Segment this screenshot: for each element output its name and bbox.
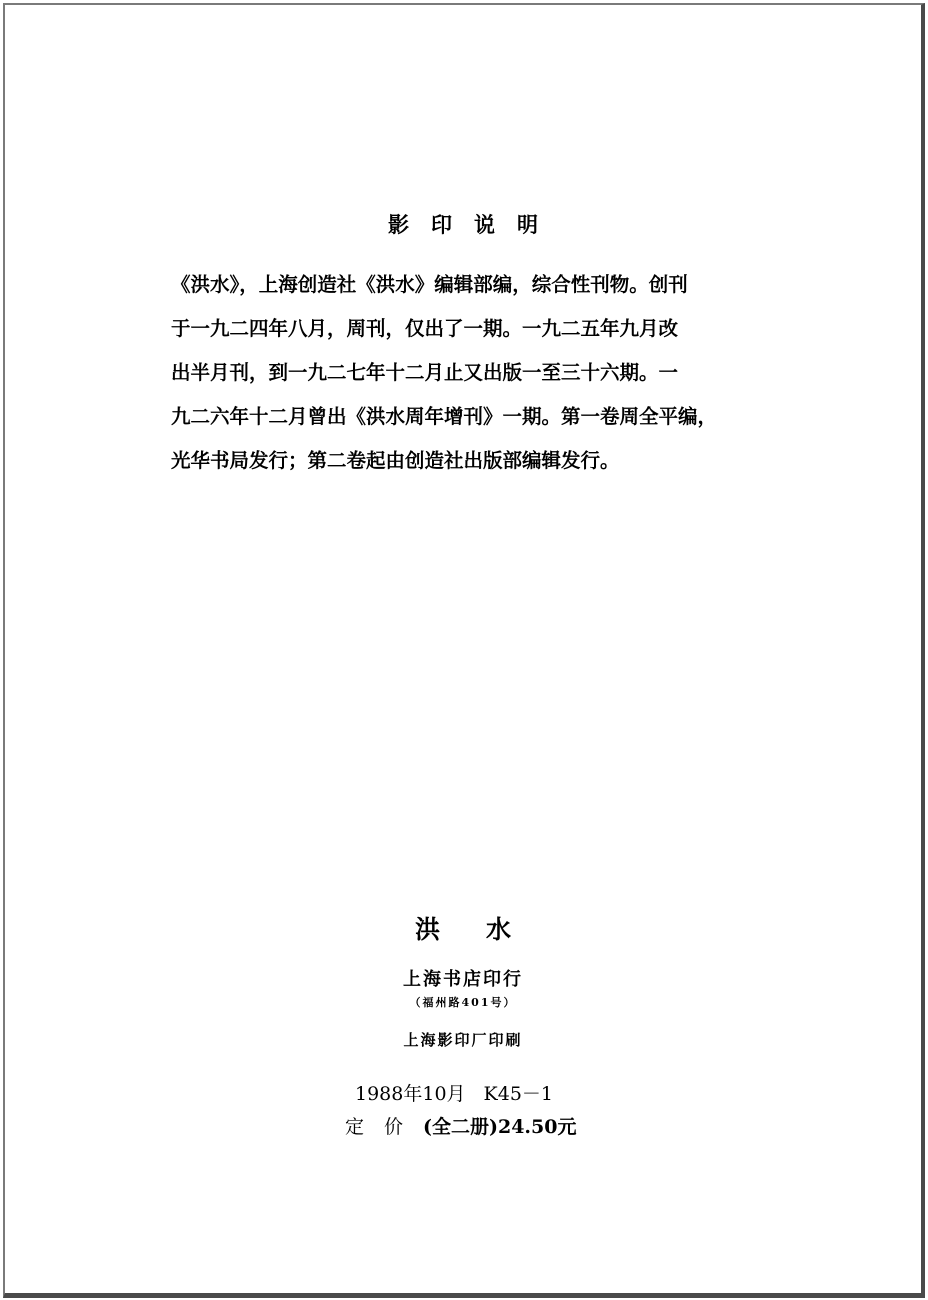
paragraph-line: 出半月刊，到一九二七年十二月止又出版一至三十六期。一 (171, 361, 679, 384)
colophon-price-line (345, 1112, 577, 1139)
price-label: 定价 (345, 1116, 424, 1138)
page-title: 影印说明 (388, 212, 560, 237)
colophon-date-line (355, 1079, 571, 1106)
colophon-address: （福州路401号） (409, 996, 517, 1009)
paragraph-line: 九二六年十二月曾出《洪水周年增刊》一期。第一卷周全平编， (171, 405, 718, 428)
paragraph-line: 《洪水》，上海创造社《洪水》编辑部编，综合性刊物。创刊 (171, 273, 688, 296)
paragraph-line: 光华书局发行；第二卷起由创造社出版部编辑发行。 (171, 449, 620, 472)
document-page (3, 3, 925, 1298)
paragraph-line: 于一九二四年八月，周刊，仅出了一期。一九二五年九月改 (171, 317, 679, 340)
description-paragraph (171, 263, 781, 483)
colophon-book-title: 洪水 (414, 915, 557, 944)
colophon-date: 1988年10月 (355, 1083, 466, 1105)
colophon-printer: 上海影印厂印刷 (403, 1031, 523, 1049)
colophon-publisher: 上海书店印行 (403, 969, 523, 990)
colophon-code: K45－1 (483, 1083, 553, 1105)
price-value: (全二册)24.50元 (423, 1116, 577, 1138)
